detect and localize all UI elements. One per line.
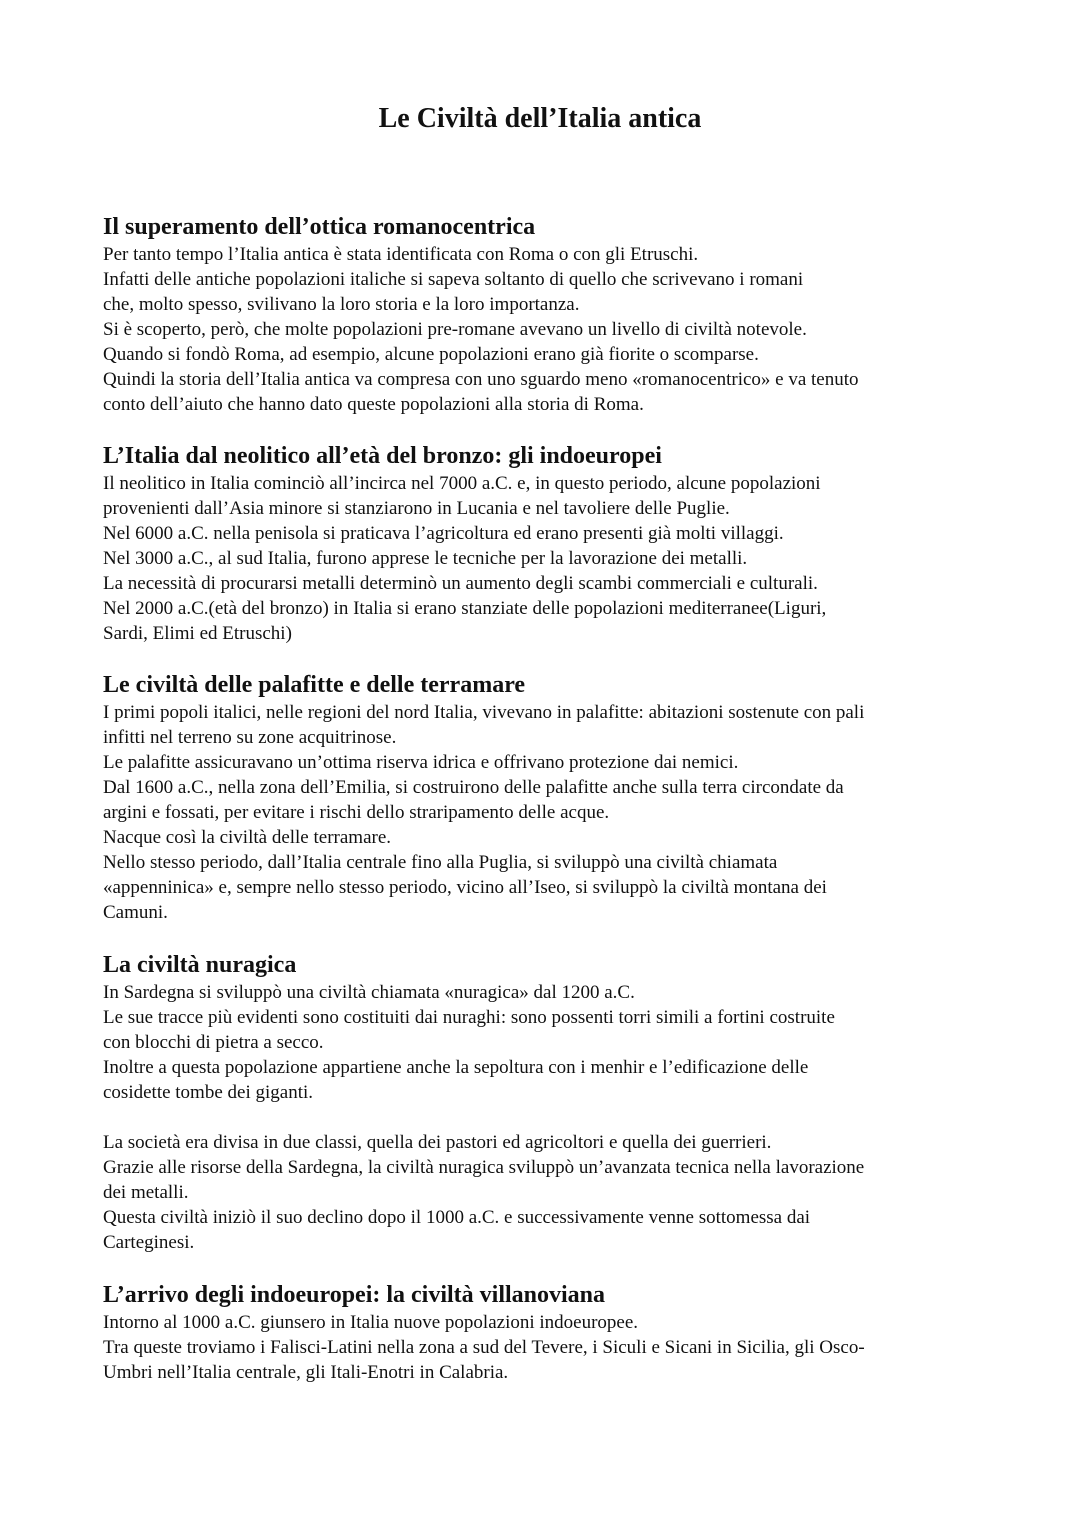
- paragraph-line: Nel 3000 a.C., al sud Italia, furono apprese le tecniche per la lavorazione dei metalli.: [103, 548, 748, 569]
- section-heading: La civiltà nuragica: [103, 952, 297, 978]
- paragraph-gap: [103, 1105, 993, 1130]
- paragraph-line: Nello stesso periodo, dall’Italia centrale fino alla Puglia, si sviluppò una civiltà chiamata: [103, 852, 778, 873]
- paragraph-line: infitti nel terreno su zone acquitrinose.: [103, 727, 397, 748]
- paragraph-line: Grazie alle risorse della Sardegna, la civiltà nuragica sviluppò un’avanzata tecnica nella lavorazione: [103, 1157, 865, 1178]
- paragraph-line: Camuni.: [103, 902, 168, 923]
- paragraph-line: Questa civiltà iniziò il suo declino dopo il 1000 a.C. e successivamente venne sottomessa dai: [103, 1207, 811, 1228]
- paragraph-line: Carteginesi.: [103, 1232, 195, 1253]
- paragraph-line: Quando si fondò Roma, ad esempio, alcune popolazioni erano già fiorite o scomparse.: [103, 344, 759, 365]
- paragraph-line: conto dell’aiuto che hanno dato queste popolazioni alla storia di Roma.: [103, 394, 644, 415]
- paragraph-line: I primi popoli italici, nelle regioni del nord Italia, vivevano in palafitte: abitazioni sostenute con pali: [103, 702, 865, 723]
- section-palafitte: [103, 670, 993, 925]
- paragraph-line: dei metalli.: [103, 1182, 189, 1203]
- paragraph-line: Tra queste troviamo i Falisci-Latini nella zona a sud del Tevere, i Siculi e Sicani in Sicilia, gli Osco-: [103, 1337, 865, 1358]
- section-heading: L’Italia dal neolitico all’età del bronzo: gli indoeuropei: [103, 443, 662, 469]
- paragraph-line: Umbri nell’Italia centrale, gli Itali-Enotri in Calabria.: [103, 1362, 509, 1383]
- paragraph-line: Le sue tracce più evidenti sono costituiti dai nuraghi: sono possenti torri simili a fortini costruite: [103, 1007, 835, 1028]
- paragraph-line: «appenninica» e, sempre nello stesso periodo, vicino all’Iseo, si sviluppò la civiltà montana dei: [103, 877, 827, 898]
- paragraph-line: Intorno al 1000 a.C. giunsero in Italia nuove popolazioni indoeuropee.: [103, 1312, 639, 1333]
- section-heading: Le civiltà delle palafitte e delle terramare: [103, 672, 526, 698]
- section-villanoviana: [103, 1280, 993, 1385]
- paragraph-line: Per tanto tempo l’Italia antica è stata identificata con Roma o con gli Etruschi.: [103, 244, 699, 265]
- paragraph-line: Quindi la storia dell’Italia antica va compresa con uno sguardo meno «romanocentrico» e va tenuto: [103, 369, 859, 390]
- paragraph-line: Le palafitte assicuravano un’ottima riserva idrica e offrivano protezione dai nemici.: [103, 752, 739, 773]
- paragraph-line: La società era divisa in due classi, quella dei pastori ed agricoltori e quella dei guerrieri.: [103, 1132, 772, 1153]
- paragraph-line: La necessità di procurarsi metalli determinò un aumento degli scambi commerciali e culturali.: [103, 573, 818, 594]
- section-heading: Il superamento dell’ottica romanocentrica: [103, 214, 536, 240]
- paragraph-line: Infatti delle antiche popolazioni italiche si sapeva soltanto di quello che scrivevano i romani: [103, 269, 804, 290]
- paragraph-line: provenienti dall’Asia minore si stanziarono in Lucania e nel tavoliere delle Puglie.: [103, 498, 730, 519]
- paragraph-line: Sardi, Elimi ed Etruschi): [103, 623, 292, 644]
- paragraph-line: con blocchi di pietra a secco.: [103, 1032, 324, 1053]
- paragraph-line: Nel 6000 a.C. nella penisola si praticava l’agricoltura ed erano presenti già molti villaggi.: [103, 523, 784, 544]
- section-heading: L’arrivo degli indoeuropei: la civiltà villanoviana: [103, 1282, 606, 1308]
- paragraph-line: argini e fossati, per evitare i rischi dello straripamento delle acque.: [103, 802, 610, 823]
- paragraph-line: Nacque così la civiltà delle terramare.: [103, 827, 392, 848]
- paragraph-line: Dal 1600 a.C., nella zona dell’Emilia, si costruirono delle palafitte anche sulla terra circondate da: [103, 777, 844, 798]
- paragraph-line: Inoltre a questa popolazione appartiene anche la sepoltura con i menhir e l’edificazione delle: [103, 1057, 809, 1078]
- page-title: Le Civiltà dell’Italia antica: [378, 103, 702, 134]
- paragraph-line: che, molto spesso, svilivano la loro storia e la loro importanza.: [103, 294, 580, 315]
- paragraph-line: Si è scoperto, però, che molte popolazioni pre-romane avevano un livello di civiltà notevole.: [103, 319, 807, 340]
- paragraph-line: Il neolitico in Italia cominciò all’incirca nel 7000 a.C. e, in questo periodo, alcune popolazioni: [103, 473, 821, 494]
- section-romanocentrica: [103, 212, 993, 417]
- paragraph-line: Nel 2000 a.C.(età del bronzo) in Italia si erano stanziate delle popolazioni mediterranee(Liguri,: [103, 598, 827, 619]
- paragraph-line: In Sardegna si sviluppò una civiltà chiamata «nuragica» dal 1200 a.C.: [103, 982, 635, 1003]
- paragraph-line: cosidette tombe dei giganti.: [103, 1082, 314, 1103]
- section-neolitico: [103, 441, 993, 646]
- section-nuragica: [103, 950, 993, 1255]
